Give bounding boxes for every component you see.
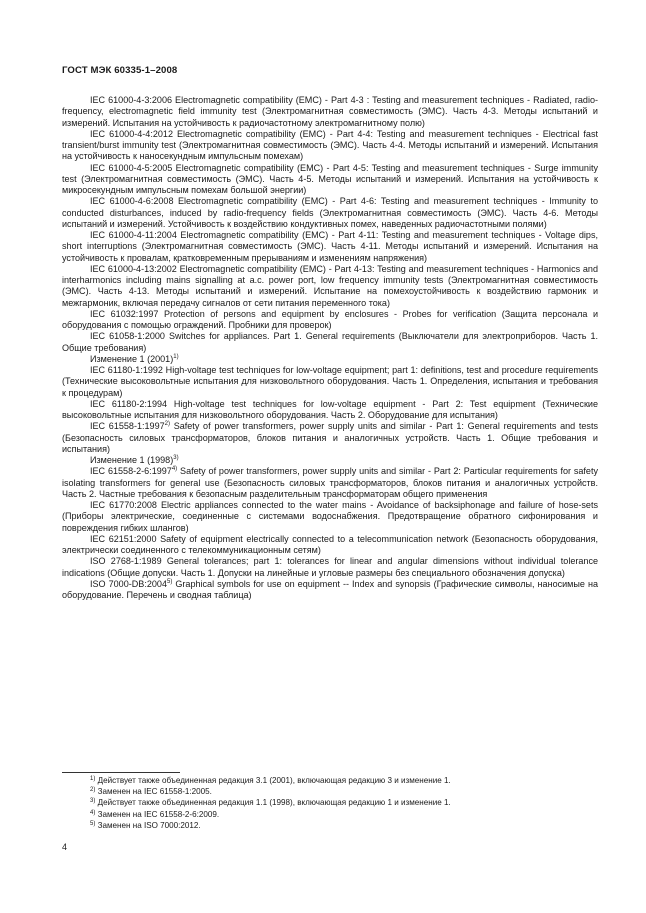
reference-entry: IEC 61180-1:1992 High-voltage test techniques for low-voltage equipment; part 1: definitions, test and procedure requirements (Технические высоковольтные испытания для низковольтного оборудования. Часть 1. Определения, испытания и требования к процедурам): [62, 365, 598, 398]
reference-entry: IEC 61558-2-6:1997$^{4)}$ Safety of power transformers, power supply units and similar - Part 2: Particular requirements for safety isolating transformers for general use (Безопасность силовых трансформаторов, блоков питания и аналогичных устройств. Часть 2. Частные требования к безопасным разделительным трансформаторам общего применения: [62, 466, 598, 499]
footnote-ref: 3): [173, 455, 179, 461]
reference-entry: IEC 61770:2008 Electric appliances connected to the water mains - Avoidance of backsiphonage and failure of hose-sets (Приборы электрические, соединенные с системами водоснабжения. Предотвращение обратного сифонирования и повреждения гибких шлангов): [62, 500, 598, 533]
footnote: $^{2)}$ Заменен на IEC 61558-1:2005.: [90, 787, 212, 797]
reference-entry: IEC 61032:1997 Protection of persons and equipment by enclosures - Probes for verification (Защита персонала и оборудования с помощью ограждений. Пробники для проверок): [62, 308, 598, 330]
reference-entry: IEC 61000-4-13:2002 Electromagnetic compatibility (EMC) - Part 4-13: Testing and measurement techniques - Harmonics and interharmonics including mains signalling at a.c. power port, low frequency immunity tests (Электромагнитная совместимость (ЭМС). Часть 4-13. Методы испытаний и измерений. Испытание на помехоустойчивость к воздействию гармоник и межгармоник, включая передачу сигналов от сети питания переменного тока): [62, 263, 598, 308]
reference-entry: IEC 61000-4-4:2012 Electromagnetic compatibility (EMC) - Part 4-4: Testing and measurement techniques - Electrical fast transient/burst immunity test (Электромагнитная совместимость (ЭМС). Часть 4-4. Методы испытаний и измерений. Испытания на устойчивость к наносекундным импульсным помехам): [62, 128, 598, 162]
reference-entry: IEC 61558-1:1997$^{2)}$ Safety of power transformers, power supply units and similar - Part 1: General requirements and tests (Безопасность силовых трансформаторов, блоков питания и аналогичных устройств. Часть 1. Общие требования и испытания): [62, 421, 598, 454]
document-header: ГОСТ МЭК 60335-1–2008: [62, 65, 178, 76]
reference-entry: IEC 61000-4-3:2006 Electromagnetic compatibility (EMC) - Part 4-3 : Testing and measurement techniques - Radiated, radio-frequency, electromagnetic field immunity test (Электромагнитная совместимость (ЭМС). Часть 4-3. Методы испытаний и измерений. Испытания на устойчивость к радиочастотному электромагнитному полю): [62, 95, 598, 128]
footnote-ref: 1): [173, 353, 179, 360]
footnote: $^{3)}$ Действует также объединенная редакция 1.1 (1998), включающая редакцию 1 и изменение 1.: [90, 798, 451, 808]
footnote-ref: 2): [164, 421, 170, 428]
reference-entry: IEC 61000-4-5:2005 Electromagnetic compatibility (EMC) - Part 4-5: Testing and measurement techniques - Surge immunity test (Электромагнитная совместимость (ЭМС). Часть 4-5. Методы испытаний и измерений. Испытания на устойчивость к микросекундным импульсным помехам большой энергии): [62, 162, 598, 195]
reference-entry: IEC 62151:2000 Safety of equipment electrically connected to a telecommunication network (Безопасность оборудования, электрически соединенного с телекоммуникационным сетям): [62, 533, 598, 555]
page-number: 4: [62, 842, 68, 852]
footnote: $^{1)}$ Действует также объединенная редакция 3.1 (2001), включающая редакцию 3 и изменение 1.: [90, 776, 451, 785]
amendment-entry: Изменение 1 $(1998)^{3)}$: [90, 455, 179, 465]
reference-entry: IEC 61058-1:2000 Switches for appliances. Part 1. General requirements (Выключатели для электроприборов. Часть 1. Общие требования): [62, 331, 598, 353]
reference-entry: ISO 7000-DB:2004$^{5)}$ Graphical symbols for use on equipment -- Index and synopsis (Графические символы, наносимые на оборудование. Перечень и сводная таблица): [62, 578, 599, 600]
footnote-ref: 5): [166, 578, 173, 585]
amendment-entry: Изменение 1 $(2001)^{1)}$: [90, 353, 179, 364]
footnote-divider: [62, 772, 180, 773]
reference-entry: IEC 61000-4-6:2008 Electromagnetic compatibility (EMC) - Part 4-6: Testing and measurement techniques - Immunity to conducted disturbances, induced by radio-frequency fields (Электромагнитная совместимость (ЭМС). Часть 4-6. Методы испытаний и измерений. Устойчивость к воздействию кондуктивных помех, наведенных радиочастотными полями): [62, 196, 598, 229]
footnote-ref: 4): [171, 466, 178, 473]
footnote: $^{4)}$ Заменен на IEC 61558-2-6:2009.: [90, 809, 220, 819]
reference-entry: IEC 61180-2:1994 High-voltage test techniques for low-voltage equipment - Part 2: Test equipment (Технические высоковольтные испытания для низковольтного оборудования. Часть 2. Оборудование для испытания): [62, 398, 598, 420]
references-list: [62, 95, 598, 601]
footnote: $^{5)}$ Заменен на ISO 7000:2012.: [90, 820, 201, 830]
reference-entry: IEC 61000-4-11:2004 Electromagnetic compatibility (EMC) - Part 4-11: Testing and measurement techniques - Voltage dips, short interruptions (Электромагнитная совместимость (ЭМС). Часть 4-11. Методы испытаний и измерений. Испытания на устойчивость к провалам, кратковременным прерываниям и изменениям напряжения): [62, 230, 598, 263]
footnotes: [90, 775, 598, 831]
reference-entry: ISO 2768-1:1989 General tolerances; part 1: tolerances for linear and angular dimensions without individual tolerance indications (Общие допуски. Часть 1. Допуски на линейные и угловые размеры без специального обозначения допуска): [62, 556, 598, 578]
